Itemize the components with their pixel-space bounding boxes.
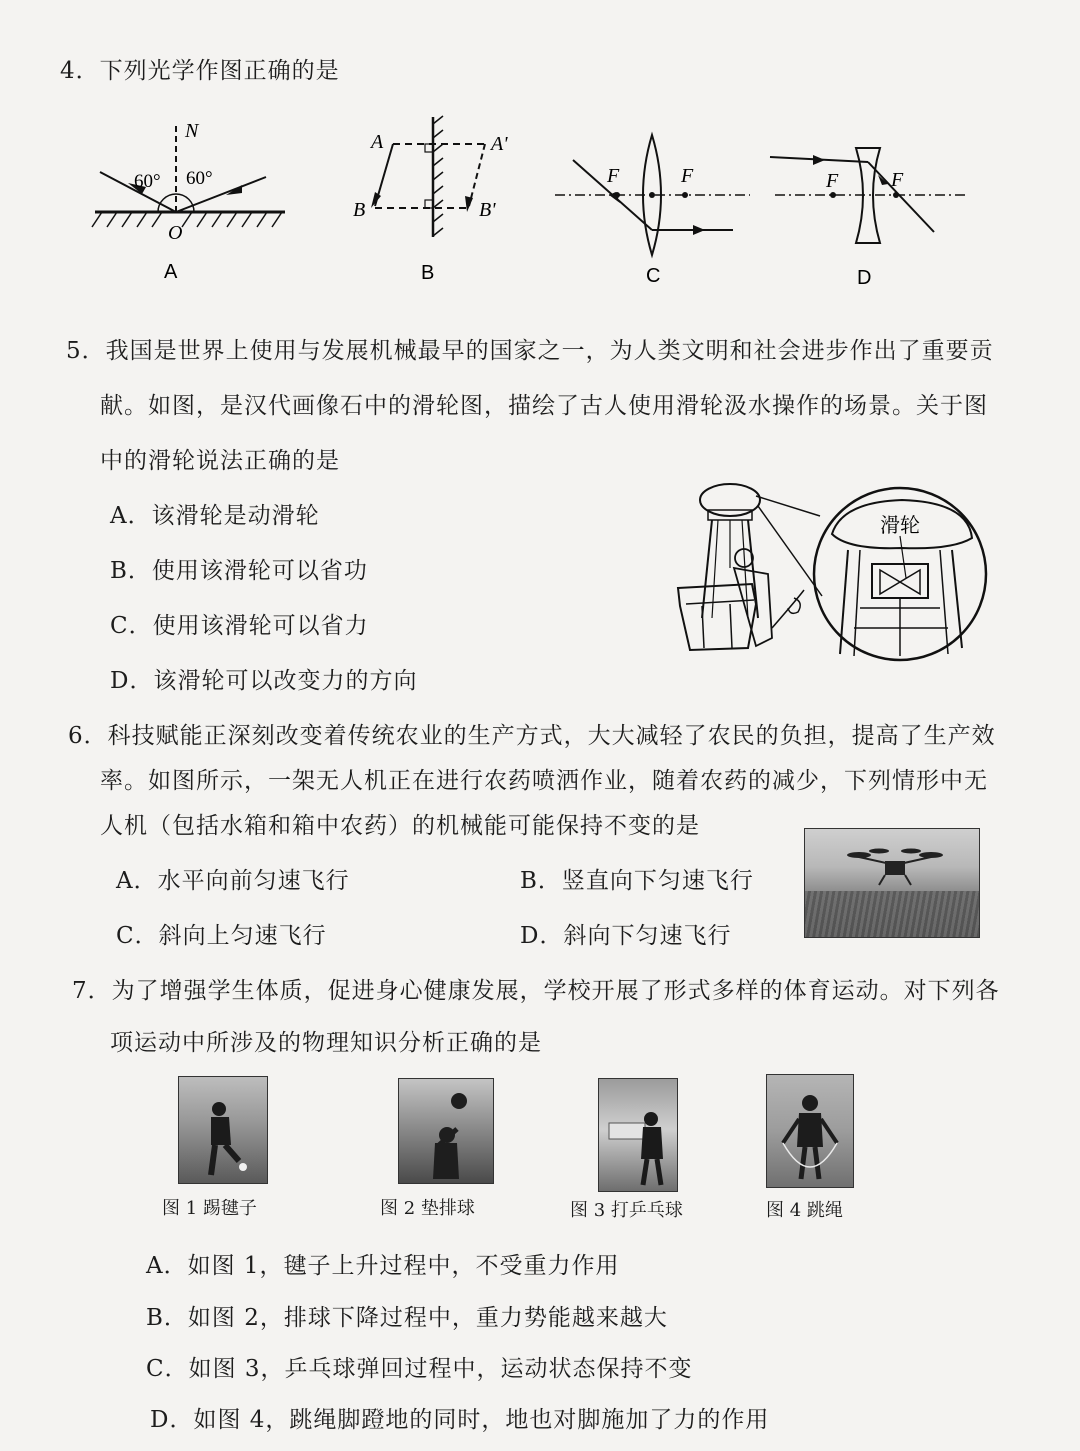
q7-line-2: 项运动中所涉及的物理知识分析正确的是	[110, 1030, 542, 1056]
q6-line-1: 6．科技赋能正深刻改变着传统农业的生产方式，大大减轻了农民的负担，提高了生产效	[68, 723, 996, 749]
caption-fig-1: 图 1 踢毽子	[162, 1198, 257, 1219]
q4-figure-c	[555, 132, 755, 292]
q4-stem: 4．下列光学作图正确的是	[60, 58, 340, 84]
focus-right-label-d: F	[891, 169, 904, 191]
angle-left-label: 60°	[134, 171, 161, 192]
q7-option-b: B．如图 2，排球下降过程中，重力势能越来越大	[146, 1305, 668, 1331]
point-b-label: B	[353, 199, 366, 221]
q6-option-a: A．水平向前匀速飞行	[116, 868, 350, 894]
fig-c-label: C	[646, 265, 661, 287]
fig-d-label: D	[857, 267, 872, 289]
pulley-label: 滑轮	[880, 513, 920, 537]
person-figure-4	[779, 1091, 841, 1183]
q7-option-c: C．如图 3，乒乓球弹回过程中，运动状态保持不变	[146, 1356, 693, 1382]
caption-fig-2: 图 2 垫排球	[380, 1198, 475, 1219]
fig-b-label: B	[421, 262, 435, 284]
normal-label: N	[185, 120, 199, 142]
q5-option-b: B．使用该滑轮可以省功	[110, 558, 368, 584]
q5-line-1: 5．我国是世界上使用与发展机械最早的国家之一，为人类文明和社会进步作出了重要贡	[66, 338, 994, 364]
focus-right-label: F	[681, 165, 694, 187]
caption-fig-3: 图 3 打乒乓球	[570, 1200, 683, 1221]
point-o-label: O	[168, 222, 183, 244]
person-figure-1	[199, 1099, 249, 1179]
angle-right-label: 60°	[186, 168, 213, 189]
person-figure-2	[417, 1089, 477, 1181]
photo-jump-rope	[766, 1074, 854, 1188]
drone-icon	[845, 845, 945, 895]
q4-figure-b	[345, 112, 525, 292]
q6-line-2: 率。如图所示，一架无人机正在进行农药喷洒作业，随着农药的减少，下列情形中无	[100, 768, 988, 794]
photo-volleyball	[398, 1078, 494, 1184]
caption-fig-4: 图 4 跳绳	[766, 1200, 843, 1221]
q5-option-a: A．该滑轮是动滑轮	[110, 503, 320, 529]
person-figure-3	[609, 1101, 669, 1187]
q5-option-c: C．使用该滑轮可以省力	[110, 613, 369, 639]
drone-photo	[804, 828, 980, 938]
q4-figure-d	[770, 140, 970, 295]
photo-kick-shuttlecock	[178, 1076, 268, 1184]
q5-line-2: 献。如图，是汉代画像石中的滑轮图，描绘了古人使用滑轮汲水操作的场景。关于图	[100, 393, 988, 419]
point-a-image-label: A'	[491, 133, 508, 155]
point-a-label: A	[371, 131, 384, 153]
focus-left-label-d: F	[826, 170, 839, 192]
q6-line-3: 人机（包括水箱和箱中农药）的机械能可能保持不变的是	[100, 813, 700, 839]
photo-table-tennis	[598, 1078, 678, 1192]
q5-line-3: 中的滑轮说法正确的是	[100, 448, 340, 474]
q5-option-d: D．该滑轮可以改变力的方向	[110, 668, 418, 694]
q4-figure-a	[90, 115, 290, 290]
q6-option-b: B．竖直向下匀速飞行	[520, 868, 754, 894]
q7-option-a: A．如图 1，毽子上升过程中，不受重力作用	[146, 1253, 620, 1279]
q7-line-1: 7．为了增强学生体质，促进身心健康发展，学校开展了形式多样的体育运动。对下列各	[72, 978, 1000, 1004]
focus-left-label: F	[607, 165, 620, 187]
fig-a-label: A	[164, 261, 178, 283]
q7-option-d: D．如图 4，跳绳脚蹬地的同时，地也对脚施加了力的作用	[150, 1407, 770, 1433]
point-b-image-label: B'	[479, 199, 496, 221]
q6-option-c: C．斜向上匀速飞行	[116, 923, 327, 949]
q6-option-d: D．斜向下匀速飞行	[520, 923, 732, 949]
pulley-illustration	[672, 478, 992, 678]
